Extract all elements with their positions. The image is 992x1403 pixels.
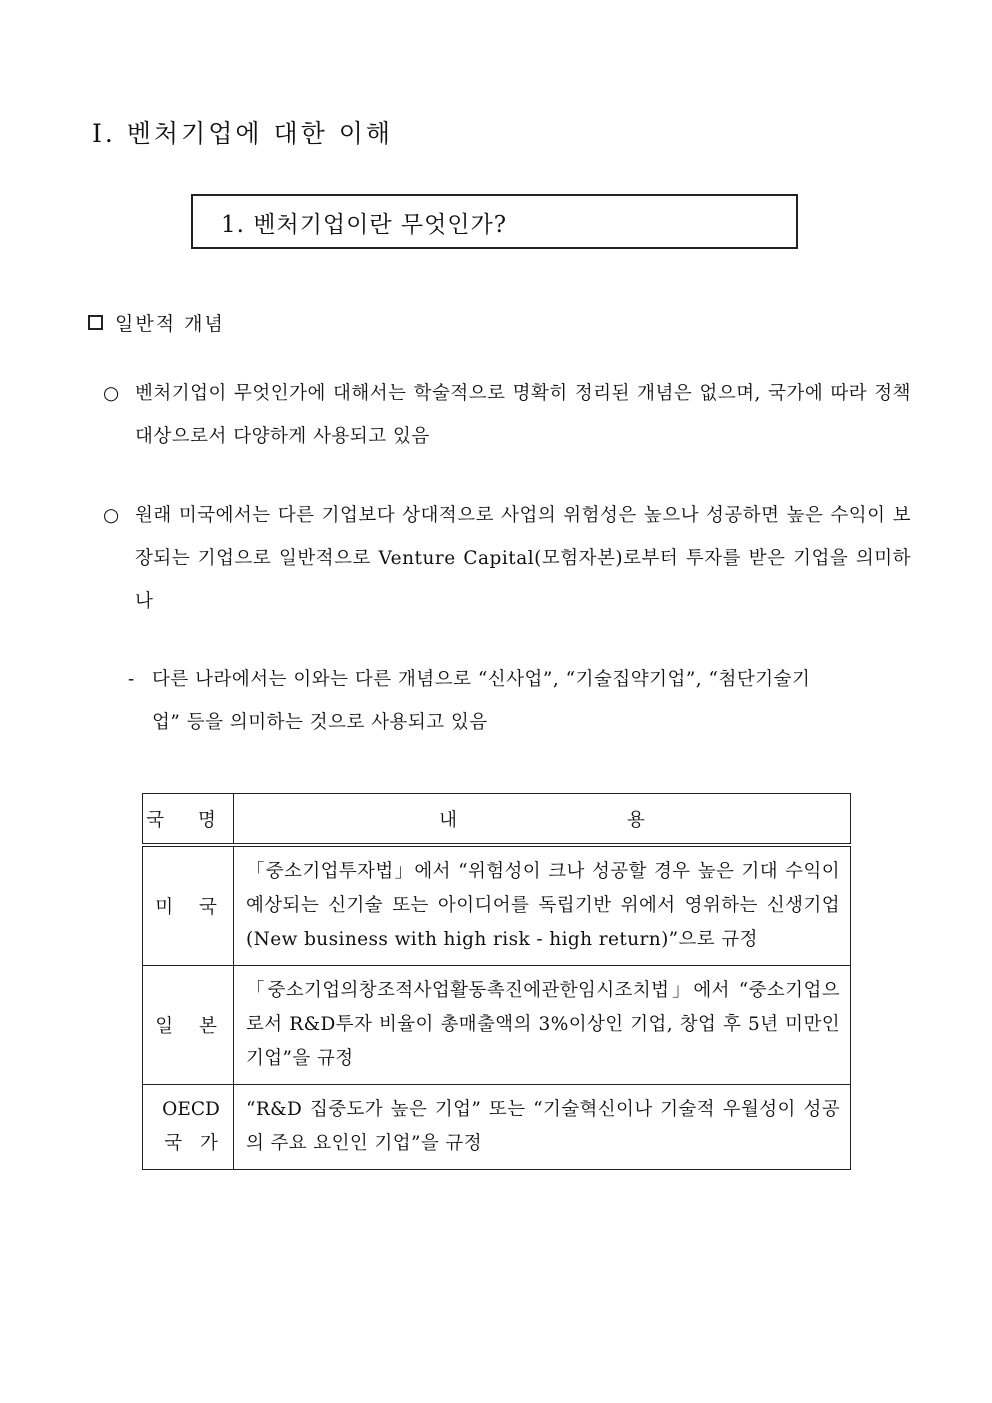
subheading-label: 일반적 개념 <box>115 313 225 335</box>
country-line-1: OECD <box>162 1099 220 1120</box>
header-content-part-1: 내 <box>439 809 457 831</box>
bullet-item <box>103 372 911 458</box>
bullet-item <box>103 494 911 623</box>
table-row <box>143 1085 851 1170</box>
circle-bullet-icon: ○ <box>103 505 120 526</box>
table-row <box>143 966 851 1085</box>
definition-table <box>142 793 851 1170</box>
header-content-part-2: 용 <box>627 809 645 831</box>
table-header-row <box>143 794 851 846</box>
country-cell: 일 본 <box>143 966 234 1085</box>
content-cell: 「중소기업의창조적사업활동촉진에관한임시조치법」에서 “중소기업으로서 R&D투자 비율이 총매출액의 3%이상인 기업, 창업 후 5년 미만인 기업”을 규정 <box>234 966 851 1085</box>
dash-bullet-icon: - <box>128 669 135 690</box>
chapter-title: Ⅰ. 벤처기업에 대한 이해 <box>92 119 394 148</box>
country-cell <box>143 1085 234 1170</box>
table-row <box>143 845 851 966</box>
sub-bullet-text: 다른 나라에서는 이와는 다른 개념으로 “신사업”, “기술집약기업”, “첨단기술기업” 등을 의미하는 것으로 사용되고 있음 <box>152 669 811 733</box>
checkbox-icon <box>88 315 103 330</box>
header-country: 국 명 <box>143 794 234 846</box>
content-cell: “R&D 집중도가 높은 기업” 또는 “기술혁신이나 기술적 우월성이 성공의 주요 요인인 기업”을 규정 <box>234 1085 851 1170</box>
subheading <box>88 309 225 336</box>
section-title-box <box>191 194 798 249</box>
bullet-text: 벤처기업이 무엇인가에 대해서는 학술적으로 명확히 정리된 개념은 없으며, 국가에 따라 정책대상으로서 다양하게 사용되고 있음 <box>135 383 911 447</box>
circle-bullet-icon: ○ <box>103 383 120 404</box>
country-line-2: 국 가 <box>164 1133 224 1154</box>
content-cell: 「중소기업투자법」에서 “위험성이 크나 성공할 경우 높은 기대 수익이 예상되는 신기술 또는 아이디어를 독립기반 위에서 영위하는 신생기업(New business with high risk - high return)”으로 규정 <box>234 845 851 966</box>
bullet-text: 원래 미국에서는 다른 기업보다 상대적으로 사업의 위험성은 높으나 성공하면 높은 수익이 보장되는 기업으로 일반적으로 Venture Capital(모험자본)로부터 투자를 받은 기업을 의미하나 <box>135 505 911 612</box>
country-cell: 미 국 <box>143 845 234 966</box>
header-content <box>234 794 851 846</box>
section-title: 1. 벤처기업이란 무엇인가? <box>221 212 508 238</box>
sub-bullet-item <box>128 658 828 744</box>
